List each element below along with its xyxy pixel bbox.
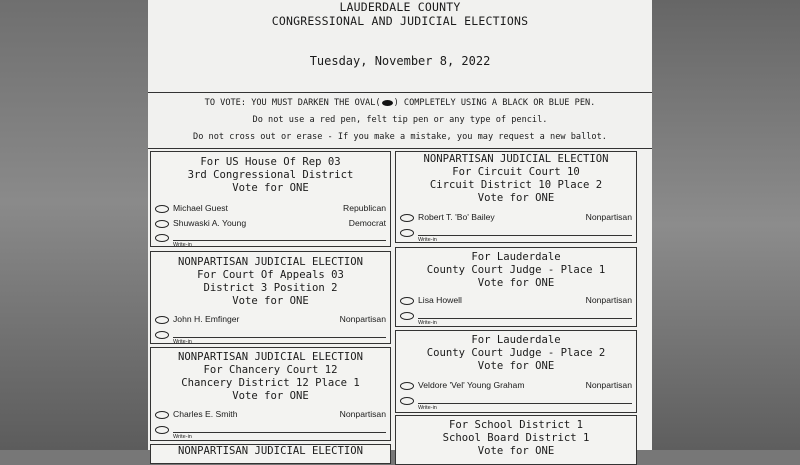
race-subtitle: County Court Judge - Place 2 bbox=[426, 347, 606, 359]
race-subtitle: District 3 Position 2 bbox=[203, 282, 338, 294]
write-in-line[interactable] bbox=[418, 235, 632, 236]
race-title: For Lauderdale bbox=[471, 334, 561, 346]
write-in-label: Write-in bbox=[418, 237, 437, 243]
vote-oval[interactable] bbox=[155, 331, 169, 339]
vote-for-label: Vote for ONE bbox=[477, 192, 555, 204]
race-county-court-place-1 bbox=[395, 247, 637, 327]
election-date: Tuesday, November 8, 2022 bbox=[309, 54, 491, 68]
write-in-label: Write-in bbox=[418, 405, 437, 411]
race-subtitle: For Court Of Appeals 03 bbox=[197, 269, 344, 281]
candidate-party: Nonpartisan bbox=[339, 409, 386, 419]
vote-oval[interactable] bbox=[155, 426, 169, 434]
race-title: NONPARTISAN JUDICIAL ELECTION bbox=[423, 153, 609, 165]
vote-for-label: Vote for ONE bbox=[477, 445, 555, 457]
vote-for-label: Vote for ONE bbox=[477, 360, 555, 372]
race-title: For US House Of Rep 03 bbox=[200, 156, 341, 168]
write-in-label: Write-in bbox=[173, 242, 192, 248]
race-school-board bbox=[395, 415, 637, 465]
vote-oval[interactable] bbox=[155, 220, 169, 228]
write-in-label: Write-in bbox=[173, 434, 192, 440]
voting-instructions bbox=[148, 95, 652, 149]
candidate-party: Republican bbox=[343, 203, 386, 213]
write-in-line[interactable] bbox=[173, 240, 386, 241]
filled-oval-icon bbox=[382, 100, 393, 106]
candidate-party: Nonpartisan bbox=[585, 380, 632, 390]
race-court-of-appeals bbox=[150, 251, 391, 344]
vote-oval[interactable] bbox=[400, 214, 414, 222]
write-in-row[interactable] bbox=[400, 395, 632, 409]
candidate-name: Robert T. 'Bo' Bailey bbox=[418, 212, 495, 222]
race-title: For School District 1 bbox=[449, 419, 583, 431]
instruction-line-3: Do not cross out or erase - If you make a mistake, you may request a new ballot. bbox=[193, 132, 607, 142]
race-subtitle: For Circuit Court 10 bbox=[452, 166, 580, 178]
write-in-line[interactable] bbox=[173, 432, 386, 433]
write-in-label: Write-in bbox=[418, 320, 437, 326]
candidate-row[interactable] bbox=[155, 203, 386, 217]
instruction-line-1: TO VOTE: YOU MUST DARKEN THE OVAL( ) COMPLETELY USING A BLACK OR BLUE PEN. bbox=[204, 98, 596, 108]
candidate-row[interactable] bbox=[155, 409, 386, 423]
candidate-party: Nonpartisan bbox=[585, 295, 632, 305]
vote-oval[interactable] bbox=[400, 397, 414, 405]
candidate-party: Democrat bbox=[348, 218, 386, 228]
vote-oval[interactable] bbox=[400, 297, 414, 305]
candidate-name: Veldore 'Vel' Young Graham bbox=[418, 380, 525, 390]
write-in-line[interactable] bbox=[418, 403, 632, 404]
candidate-row[interactable] bbox=[155, 314, 386, 328]
candidate-party: Nonpartisan bbox=[339, 314, 386, 324]
candidate-party: Nonpartisan bbox=[585, 212, 632, 222]
write-in-line[interactable] bbox=[173, 337, 386, 338]
vote-for-label: Vote for ONE bbox=[232, 182, 309, 194]
candidate-name: Charles E. Smith bbox=[173, 409, 238, 419]
vote-for-label: Vote for ONE bbox=[477, 277, 555, 289]
candidate-name: Michael Guest bbox=[173, 203, 228, 213]
write-in-row[interactable] bbox=[155, 232, 386, 246]
vote-for-label: Vote for ONE bbox=[232, 295, 309, 307]
candidate-name: John H. Emfinger bbox=[173, 314, 240, 324]
write-in-row[interactable] bbox=[155, 424, 386, 438]
race-subtitle: 3rd Congressional District bbox=[187, 169, 354, 181]
county-title: LAUDERDALE COUNTY bbox=[339, 0, 461, 14]
race-county-court-place-2 bbox=[395, 330, 637, 413]
instruction-line-2: Do not use a red pen, felt tip pen or any type of pencil. bbox=[252, 115, 548, 125]
vote-oval[interactable] bbox=[400, 382, 414, 390]
race-chancery-court bbox=[150, 347, 391, 441]
race-subtitle: For Chancery Court 12 bbox=[203, 364, 338, 376]
vote-oval[interactable] bbox=[400, 229, 414, 237]
vote-oval[interactable] bbox=[155, 205, 169, 213]
election-title: CONGRESSIONAL AND JUDICIAL ELECTIONS bbox=[271, 14, 529, 28]
candidate-name: Shuwaski A. Young bbox=[173, 218, 247, 228]
vote-oval[interactable] bbox=[155, 316, 169, 324]
race-title: For Lauderdale bbox=[471, 251, 561, 263]
candidate-name: Lisa Howell bbox=[418, 295, 462, 305]
vote-oval[interactable] bbox=[155, 234, 169, 242]
blurred-background-left bbox=[0, 0, 148, 450]
vote-for-label: Vote for ONE bbox=[232, 390, 309, 402]
race-title: NONPARTISAN JUDICIAL ELECTION bbox=[178, 256, 363, 268]
write-in-line[interactable] bbox=[418, 318, 632, 319]
race-title: NONPARTISAN JUDICIAL ELECTION bbox=[178, 445, 363, 457]
ballot-header bbox=[148, 0, 652, 93]
race-subtitle: Circuit District 10 Place 2 bbox=[429, 179, 603, 191]
write-in-row[interactable] bbox=[155, 329, 386, 343]
race-next-judicial bbox=[150, 444, 391, 464]
write-in-label: Write-in bbox=[173, 339, 192, 345]
candidate-row[interactable] bbox=[400, 380, 632, 394]
blurred-background-right bbox=[652, 0, 800, 450]
race-circuit-court bbox=[395, 151, 637, 243]
race-subtitle: County Court Judge - Place 1 bbox=[426, 264, 606, 276]
vote-oval[interactable] bbox=[400, 312, 414, 320]
race-subtitle: School Board District 1 bbox=[442, 432, 590, 444]
write-in-row[interactable] bbox=[400, 227, 632, 241]
candidate-row[interactable] bbox=[400, 212, 632, 226]
candidate-row[interactable] bbox=[400, 295, 632, 309]
write-in-row[interactable] bbox=[400, 310, 632, 324]
candidate-row[interactable] bbox=[155, 218, 386, 232]
race-subtitle: Chancery District 12 Place 1 bbox=[181, 377, 360, 389]
vote-oval[interactable] bbox=[155, 411, 169, 419]
race-title: NONPARTISAN JUDICIAL ELECTION bbox=[178, 351, 363, 363]
ballot-sheet bbox=[148, 0, 652, 457]
race-us-house bbox=[150, 151, 391, 247]
